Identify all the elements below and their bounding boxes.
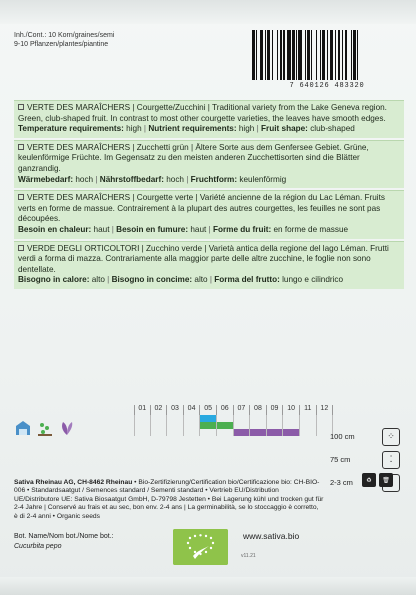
company-name: Sativa Rheinau AG, CH-8462 Rheinau: [14, 479, 133, 486]
description-it: VERDE DEGLI ORTICOLTORI | Zucchino verde | Varietà antica della regione del lago Léman. Frutti verdi a forma di mazza. Contrariamente alla maggior parte delle altre zucchine, le foglie non sono dentellate. Bisogno in calore: alto | Bisogno in concime: alto | Forma del frutto: lungo e cilindrico: [14, 241, 404, 289]
sow-outdoor-cell: [234, 422, 251, 429]
description-text: VERTE DES MARAÎCHERS | Courgette verte | Variété ancienne de la région du Lac Léman. Fruits verts en forme de massue. Contrairement à la plupart des autres courgettes, les feuilles ne sont pas découpées.: [18, 193, 385, 224]
recycle-paper-icon: ♻: [362, 473, 376, 487]
sow-outdoor-cell: [200, 422, 217, 429]
sow-outdoor-cell: [283, 422, 300, 429]
month-label: 08: [250, 405, 267, 415]
req-label: Besoin en chaleur:: [18, 224, 92, 234]
calendar-icons: [14, 419, 76, 437]
pouch-bottom-edge: [0, 577, 416, 595]
month-label: 04: [184, 405, 201, 415]
description-de: VERTE DES MARAÎCHERS | Zucchetti grün | Ältere Sorte aus dem Genfersee Gebiet. Grüne, keulenförmige Früchte. Im Gegensatz zu den meisten anderen Zucchettisorten sind die Blätter ganzrandig. Wärmebedarf: hoch | Nährstoffbedarf: hoch | Fruchtform: keulenförmig: [14, 140, 404, 188]
sow-indoor-cell: [250, 415, 267, 422]
row-spacing: [330, 425, 400, 448]
sow-indoor-bars: [134, 415, 333, 422]
row-spacing-value: 100 cm: [330, 432, 355, 441]
req-value: en forme de massue: [273, 224, 349, 234]
botanical-latin: Cucurbita pepo: [14, 543, 62, 550]
sow-outdoor-cell: [167, 422, 184, 429]
sow-indoor-cell: [267, 415, 284, 422]
sow-outdoor-cell: [134, 422, 151, 429]
req-value: lungo e cilindrico: [282, 275, 344, 285]
count-line-1: Inh./Cont.: 10 Korn/graines/semi: [14, 32, 115, 39]
description-text: VERTE DES MARAÎCHERS | Courgette/Zucchini | Traditional variety from the Lake Geneva region. Green, club-shaped fruit. In contrast to most other courgette varieties, the leaves have smooth edges.: [18, 103, 387, 123]
req-value: haut: [93, 224, 110, 234]
greenhouse-icon: [14, 419, 32, 437]
req-label: Nutrient requirements:: [148, 124, 237, 134]
sow-indoor-cell: [300, 415, 317, 422]
sow-outdoor-cell: [184, 422, 201, 429]
harvest-cell: [234, 429, 251, 436]
description-text: VERTE DES MARAÎCHERS | Zucchetti grün | Ältere Sorte aus dem Genfersee Gebiet. Grüne, keulenförmige Früchte. Im Gegensatz zu den meisten anderen Zucchettisorten sind die Blätter ganzrandig.: [18, 142, 369, 173]
botanical-label: Bot. Name/Nom bot./Nome bot.:: [14, 533, 114, 540]
req-value: alto: [194, 275, 208, 285]
checkbox-icon: [18, 245, 24, 251]
sow-indoor-cell: [167, 415, 184, 422]
harvest-bars: [134, 429, 333, 436]
req-value: high: [126, 124, 142, 134]
month-label: 09: [267, 405, 284, 415]
req-value: hoch: [75, 174, 94, 184]
sow-outdoor-cell: [300, 422, 317, 429]
sow-outdoor-cell: [151, 422, 168, 429]
harvest-icon: [58, 419, 76, 437]
sow-indoor-cell: [283, 415, 300, 422]
req-value: haut: [190, 224, 207, 234]
website: www.sativa.bio: [243, 531, 300, 541]
sow-indoor-cell: [184, 415, 201, 422]
sow-indoor-cell: [134, 415, 151, 422]
harvest-cell: [250, 429, 267, 436]
harvest-cell: [184, 429, 201, 436]
month-label: 05: [200, 405, 217, 415]
month-label: 11: [300, 405, 317, 415]
sow-indoor-cell: [234, 415, 251, 422]
harvest-cell: [134, 429, 151, 436]
harvest-cell: [217, 429, 234, 436]
month-label: 02: [151, 405, 168, 415]
checkbox-icon: [18, 194, 24, 200]
barcode: [252, 30, 402, 92]
harvest-cell: [283, 429, 300, 436]
sow-outdoor-cell: [217, 422, 234, 429]
req-label: Temperature requirements:: [18, 124, 124, 134]
version-code: v11.21: [241, 553, 256, 559]
plant-spacing: [330, 448, 400, 471]
harvest-cell: [300, 429, 317, 436]
req-value: club-shaped: [310, 124, 355, 134]
req-value: hoch: [166, 174, 184, 184]
req-label: Nährstoffbedarf:: [99, 174, 164, 184]
req-label: Besoin en fumure:: [116, 224, 189, 234]
month-label: 10: [283, 405, 300, 415]
req-label: Forme du fruit:: [212, 224, 272, 234]
month-label: 03: [167, 405, 184, 415]
description-text: VERDE DEGLI ORTICOLTORI | Zucchino verde | Varietà antica della regione del lago Léman. Frutti verdi a forma di mazza. Contrariamente alla maggior parte delle altre zucchine, le foglie non sono dentellate.: [18, 243, 389, 274]
month-label: 01: [134, 405, 151, 415]
req-value: alto: [91, 275, 105, 285]
harvest-cell: [151, 429, 168, 436]
descriptions: [14, 100, 404, 289]
harvest-cell: [167, 429, 184, 436]
pouch-top-edge: [0, 0, 416, 24]
sow-outdoor-cell: [250, 422, 267, 429]
req-value: keulenförmig: [239, 174, 287, 184]
checkbox-icon: [18, 104, 24, 110]
sowing-icon: [36, 419, 54, 437]
plant-spacing-icon: ⁚: [382, 451, 400, 469]
plant-spacing-value: 75 cm: [330, 455, 351, 464]
req-label: Forma del frutto:: [214, 275, 280, 285]
sow-indoor-cell: [151, 415, 168, 422]
sow-indoor-cell: [200, 415, 217, 422]
sow-outdoor-bars: [134, 422, 333, 429]
req-label: Fruit shape:: [261, 124, 308, 134]
month-grid: [134, 405, 333, 436]
harvest-cell: [200, 429, 217, 436]
sow-outdoor-cell: [267, 422, 284, 429]
harvest-cell: [267, 429, 284, 436]
req-label: Bisogno in calore:: [18, 275, 90, 285]
description-en: VERTE DES MARAÎCHERS | Courgette/Zucchini | Traditional variety from the Lake Geneva region. Green, club-shaped fruit. In contrast to most other courgette varieties, the leaves have smooth edges. Temperature requirements: high | Nutrient requirements: high | Fruit shape: club-shaped: [14, 100, 404, 138]
month-labels: [134, 405, 333, 415]
req-label: Fruchtform:: [190, 174, 238, 184]
sowing-depth-value: 2-3 cm: [330, 478, 353, 487]
count-line-2: 9-10 Pflanzen/plantes/piantine: [14, 41, 109, 48]
seed-count: [14, 31, 114, 49]
req-value: high: [238, 124, 255, 134]
barcode-bars: [252, 30, 402, 80]
description-fr: VERTE DES MARAÎCHERS | Courgette verte | Variété ancienne de la région du Lac Léman. Fruits verts en forme de massue. Contrairement à la plupart des autres courgettes, les feuilles ne sont pas découpées. Besoin en chaleur: haut | Besoin en fumure: haut | Forme du fruit: en forme de massue: [14, 190, 404, 238]
sow-indoor-cell: [217, 415, 234, 422]
req-label: Wärmebedarf:: [18, 174, 74, 184]
checkbox-icon: [18, 144, 24, 150]
month-label: 07: [234, 405, 251, 415]
barcode-number: 7 640126 483320: [289, 82, 365, 90]
company-text: • Bio-Zertifizierung/Certification bio/Certificazione bio: CH-BIO-006 • Standardsaatgut / Semences standard / Sementi standard • Vertrieb EU/Distribution UE/Distributore UE: Sativa Biosaatgut GmbH, D-79798 Jestetten • Bei Lagerung kühl und trocken gut für 2-4 Jahre | Conservé au frais et au sec, bon env. 2-4 ans | La germinabilità, se lo stoccaggio è corretto, è di 2-4 anni • Organic seeds: [14, 479, 324, 520]
trash-bin-icon: 🗑: [379, 473, 393, 487]
eu-organic-logo-icon: [173, 529, 228, 565]
botanical-name: [14, 532, 114, 552]
sow-indoor-cell: [317, 415, 334, 422]
barcode-bar: [358, 30, 361, 80]
row-spacing-icon: ⁘: [382, 428, 400, 446]
company-info: [14, 479, 324, 521]
recycling-icons: [362, 473, 393, 487]
month-label: 12: [317, 405, 334, 415]
month-label: 06: [217, 405, 234, 415]
req-label: Bisogno in concime:: [111, 275, 193, 285]
